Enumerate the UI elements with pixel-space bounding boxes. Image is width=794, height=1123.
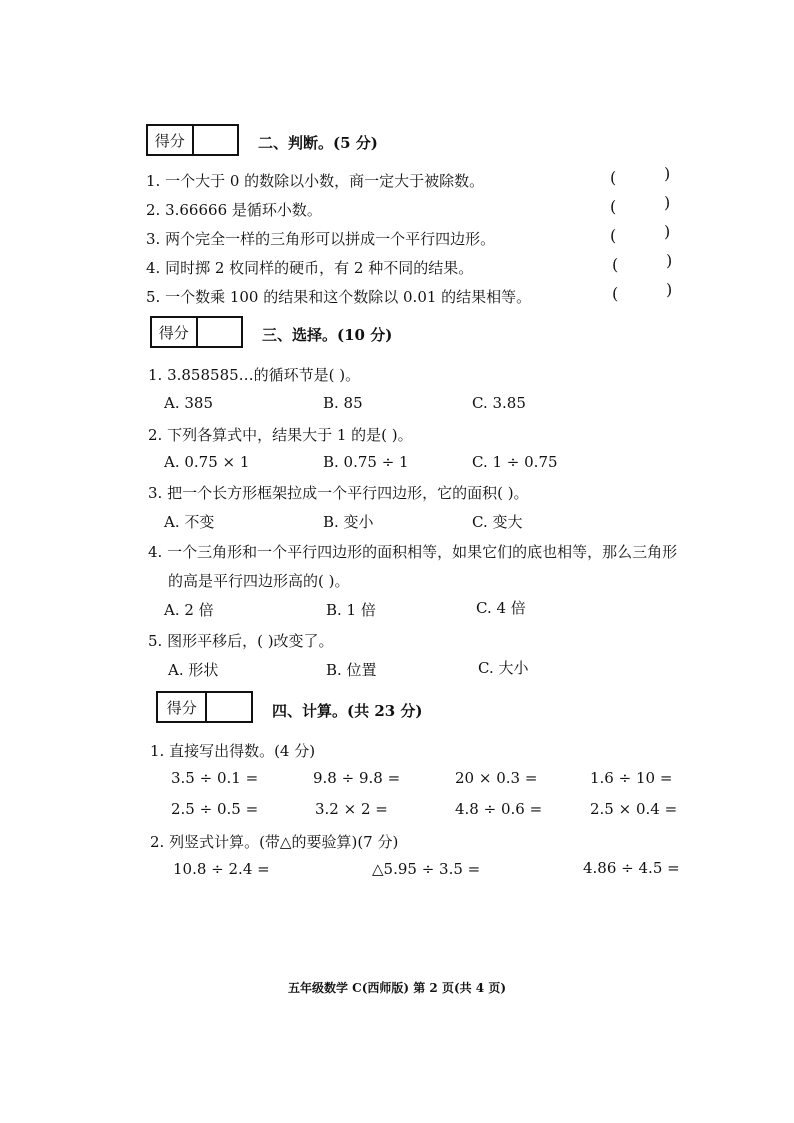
choice-q4-option-c[interactable]: C. 4 倍 (476, 599, 526, 617)
page-footer: 五年级数学 C(西师版) 第 2 页(共 4 页) (287, 981, 507, 995)
answer-paren-3[interactable]: ( ) (610, 222, 671, 245)
calc-oral-1: 3.5 ÷ 0.1 = (171, 769, 259, 787)
choice-q2-option-b[interactable]: B. 0.75 ÷ 1 (323, 453, 409, 471)
choice-q2: 2. 下列各算式中，结果大于 1 的是( )。 (148, 426, 413, 444)
choice-q3-option-a[interactable]: A. 不变 (164, 513, 215, 531)
section3-title: 三、选择。(10 分) (262, 326, 393, 344)
calc-part2-title: 2. 列竖式计算。(带△的要验算)(7 分) (150, 833, 399, 851)
judge-item-3: 3. 两个完全一样的三角形可以拼成一个平行四边形。 (146, 230, 496, 248)
calc-oral-8: 2.5 × 0.4 = (590, 800, 678, 818)
choice-q3-option-c[interactable]: C. 变大 (472, 513, 523, 531)
score-box-section2 (146, 124, 239, 156)
choice-q4-option-b[interactable]: B. 1 倍 (326, 601, 376, 619)
section4-title: 四、计算。(共 23 分) (272, 702, 423, 720)
calc-oral-5: 2.5 ÷ 0.5 = (171, 800, 259, 818)
judge-item-2: 2. 3.66666 是循环小数。 (146, 201, 322, 219)
choice-q2-option-c[interactable]: C. 1 ÷ 0.75 (472, 453, 558, 471)
score-box-section4 (156, 691, 253, 723)
calc-oral-4: 1.6 ÷ 10 = (590, 769, 673, 787)
calc-vertical-1: 10.8 ÷ 2.4 = (173, 860, 270, 878)
choice-q2-option-a[interactable]: A. 0.75 × 1 (164, 453, 250, 471)
score-blank[interactable] (198, 318, 242, 346)
score-label: 得分 (152, 318, 198, 346)
section2-title: 二、判断。(5 分) (258, 134, 378, 152)
score-label: 得分 (148, 126, 194, 154)
score-label: 得分 (158, 693, 207, 721)
calc-vertical-3: 4.86 ÷ 4.5 = (583, 859, 680, 877)
choice-q3: 3. 把一个长方形框架拉成一个平行四边形，它的面积( )。 (148, 484, 529, 502)
calc-oral-3: 20 × 0.3 = (455, 769, 538, 787)
answer-paren-1[interactable]: ( ) (610, 164, 671, 187)
score-blank[interactable] (194, 126, 238, 154)
score-box-section3 (150, 316, 243, 348)
choice-q4-option-a[interactable]: A. 2 倍 (164, 601, 214, 619)
choice-q4: 4. 一个三角形和一个平行四边形的面积相等，如果它们的底也相等，那么三角形 (148, 543, 678, 561)
answer-paren-2[interactable]: ( ) (610, 193, 671, 216)
choice-q5-option-b[interactable]: B. 位置 (326, 661, 377, 679)
calc-vertical-2: △5.95 ÷ 3.5 = (372, 860, 481, 878)
choice-q5-option-c[interactable]: C. 大小 (478, 659, 529, 677)
choice-q1-option-a[interactable]: A. 385 (164, 394, 213, 412)
choice-q4-continued: 的高是平行四边形高的( )。 (168, 572, 350, 590)
choice-q3-option-b[interactable]: B. 变小 (323, 513, 374, 531)
calc-oral-2: 9.8 ÷ 9.8 = (313, 769, 401, 787)
judge-item-5: 5. 一个数乘 100 的结果和这个数除以 0.01 的结果相等。 (146, 288, 532, 306)
choice-q5-option-a[interactable]: A. 形状 (168, 661, 219, 679)
calc-part1-title: 1. 直接写出得数。(4 分) (150, 742, 316, 760)
choice-q1-option-b[interactable]: B. 85 (323, 394, 363, 412)
choice-q1-option-c[interactable]: C. 3.85 (472, 394, 526, 412)
choice-q5: 5. 图形平移后，( )改变了。 (148, 632, 334, 650)
answer-paren-4[interactable]: ( ) (612, 251, 673, 274)
choice-q1: 1. 3.858585…的循环节是( )。 (148, 366, 361, 384)
calc-oral-7: 4.8 ÷ 0.6 = (455, 800, 543, 818)
judge-item-4: 4. 同时掷 2 枚同样的硬币，有 2 种不同的结果。 (146, 259, 474, 277)
calc-oral-6: 3.2 × 2 = (315, 800, 388, 818)
judge-item-1: 1. 一个大于 0 的数除以小数，商一定大于被除数。 (146, 172, 485, 190)
answer-paren-5[interactable]: ( ) (612, 280, 673, 303)
score-blank[interactable] (207, 693, 251, 721)
